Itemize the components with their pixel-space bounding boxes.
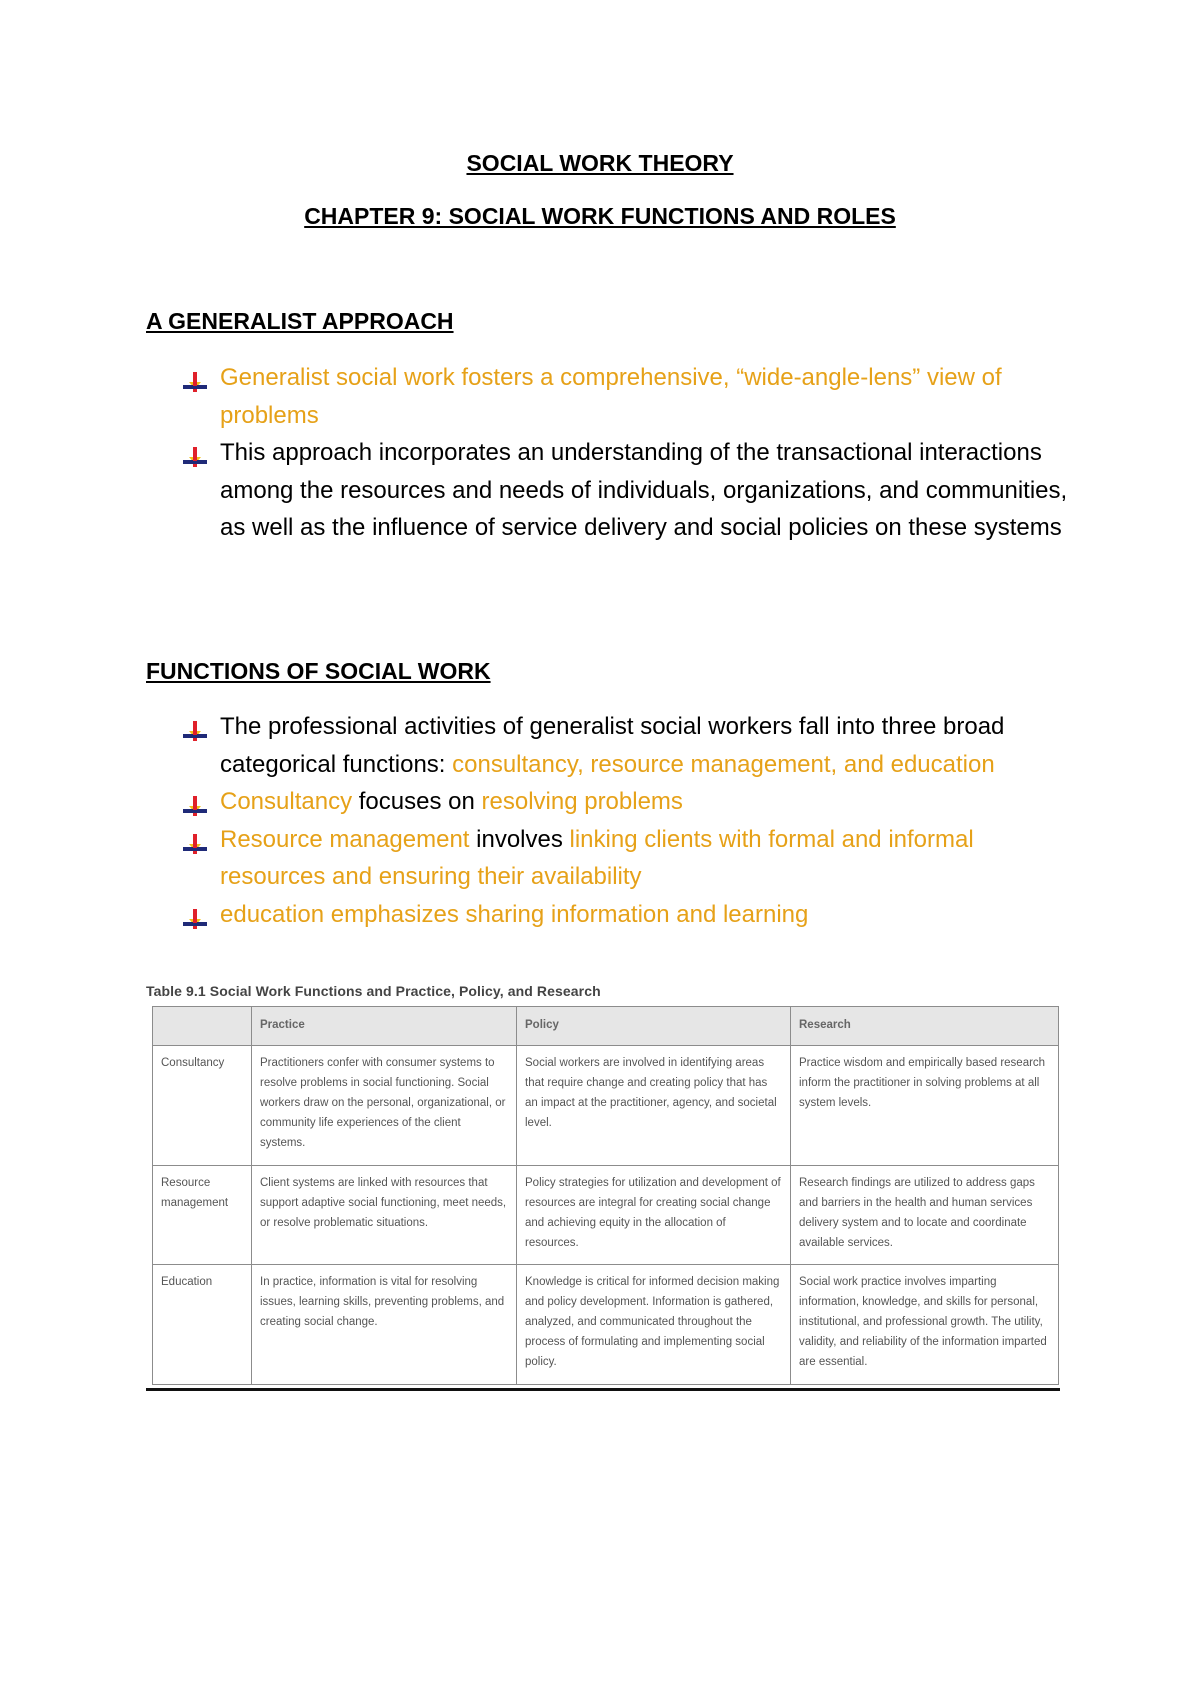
bullet-item [0,821,1070,896]
document-title: SOCIAL WORK THEORY [466,150,734,176]
bullet-list-functions [0,708,1200,933]
arrow-bullet-icon [183,368,207,390]
table-header-cell [153,1007,252,1046]
highlighted-text: Resource management [220,825,470,853]
table-cell: Social work practice involves imparting information, knowledge, and skills for personal, institutional, and professional growth. The utility, validity, and reliability of the information imparted are essential. [791,1265,1059,1385]
bullet-item [0,434,1070,547]
highlighted-text: resolving problems [481,788,683,815]
table-cell: Policy strategies for utilization and development of resources are integral for creating social change and achieving equity in the allocation of resources. [517,1166,791,1265]
table-header-row [153,1007,1059,1046]
table-cell: Research findings are utilized to address gaps and barriers in the health and human services delivery system and to locate and coordinate available services. [791,1166,1059,1265]
table-header-policy: Policy [517,1007,791,1046]
table-row [153,1265,1059,1385]
bullet-text: This approach incorporates an understanding of the transactional interactions among the resources and needs of individuals, organizations, and communities, as well as the influence of service delivery and social policies on these systems [220,439,1068,541]
highlighted-text: Generalist social work fosters a comprehensive, “wide-angle-lens” view of problems [220,364,1002,429]
arrow-bullet-icon [183,717,207,739]
table-cell: Practice wisdom and empirically based research inform the practitioner in solving problems at all system levels. [791,1046,1059,1166]
arrow-bullet-icon [183,905,207,927]
table-row-label: Consultancy [153,1046,252,1166]
horizontal-rule [146,1388,1060,1391]
bullet-item [0,783,1070,821]
bullet-item [0,708,1070,783]
table-header-research: Research [791,1007,1059,1046]
chapter-title: CHAPTER 9: SOCIAL WORK FUNCTIONS AND ROLES [304,203,896,229]
table-row [153,1166,1059,1265]
highlighted-text: consultancy, resource management, and education [452,750,995,778]
arrow-bullet-icon [183,443,207,465]
table-cell: Practitioners confer with consumer systems to resolve problems in social functioning. Social workers draw on the personal, organizational, or community life experiences of the client systems. [252,1046,517,1166]
arrow-bullet-icon [183,792,207,814]
table-row-label: Education [153,1265,252,1385]
bullet-text: focuses on [352,788,482,815]
table-row [153,1046,1059,1166]
bullet-text: involves [469,825,570,853]
table-caption: Table 9.1 Social Work Functions and Practice, Policy, and Research [146,983,601,999]
section-heading-functions: FUNCTIONS OF SOCIAL WORK [146,658,491,684]
highlighted-text: linking clients with formal and informal resources and ensuring their availability [220,825,974,890]
bullet-item [0,896,1070,934]
table-cell: In practice, information is vital for resolving issues, learning skills, preventing problems, and creating social change. [252,1265,517,1385]
section-heading-generalist: A GENERALIST APPROACH [146,308,454,334]
table-cell: Social workers are involved in identifying areas that require change and creating policy that has an impact at the practitioner, agency, and societal level. [517,1046,791,1166]
highlighted-text: Consultancy [220,788,353,815]
table-cell: Knowledge is critical for informed decision making and policy development. Information is gathered, analyzed, and communicated throughout the process of formulating and implementing social policy. [517,1265,791,1385]
bullet-item [0,359,1070,434]
highlighted-text: education emphasizes sharing information and learning [220,900,809,928]
bullet-text: The professional activities of generalist social workers fall into three broad categorical functions: [220,713,1005,778]
table-row-label: Resource management [153,1166,252,1265]
table-cell: Client systems are linked with resources that support adaptive social functioning, meet needs, or resolve problematic situations. [252,1166,517,1265]
table-header-practice: Practice [252,1007,517,1046]
bullet-list-generalist [0,359,1200,547]
arrow-bullet-icon [183,830,207,852]
functions-table [152,1006,1059,1385]
